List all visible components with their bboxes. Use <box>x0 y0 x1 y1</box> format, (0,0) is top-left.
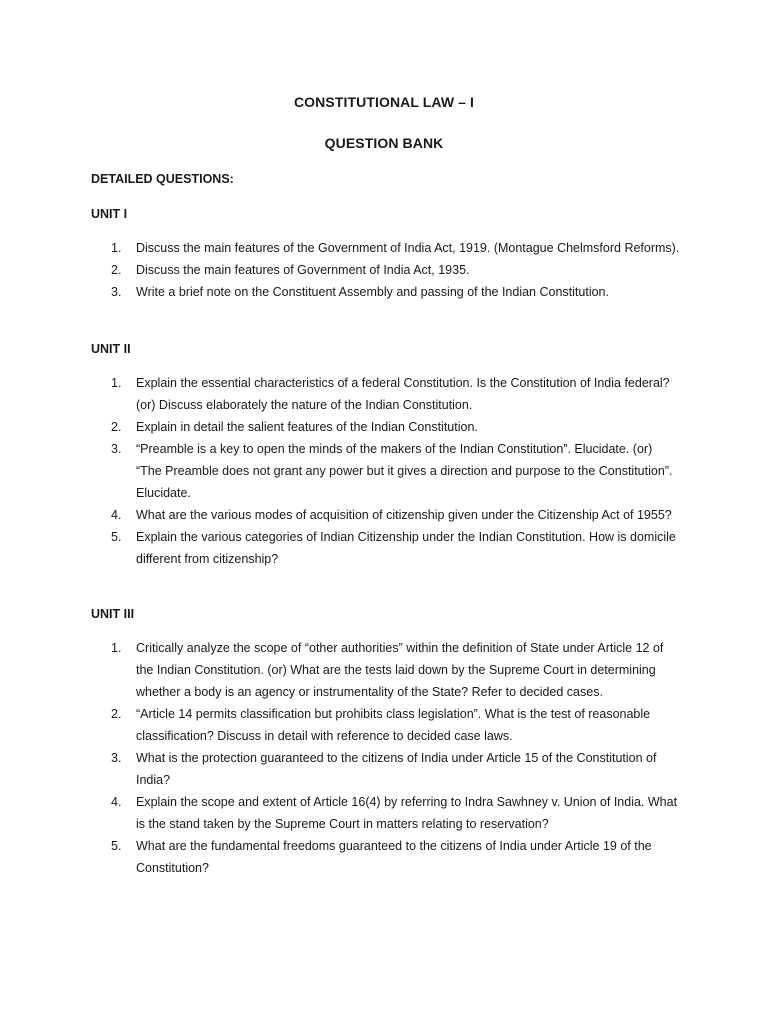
list-item <box>0 526 681 570</box>
list-item <box>0 835 681 879</box>
question-text: Write a brief note on the Constituent Assembly and passing of the Indian Constitution. <box>136 285 609 299</box>
question-number: 2. <box>111 420 122 434</box>
question-text: What is the protection guaranteed to the citizens of India under Article 15 of the Constitution of India? <box>136 751 657 787</box>
question-text: Explain the various categories of Indian Citizenship under the Indian Constitution. How is domicile different from citizenship? <box>136 530 676 566</box>
list-item <box>0 637 681 703</box>
list-item <box>0 259 681 281</box>
question-number: 5. <box>111 530 122 544</box>
question-text: What are the various modes of acquisition of citizenship given under the Citizenship Act of 1955? <box>136 508 672 522</box>
question-number: 4. <box>111 795 122 809</box>
question-text: What are the fundamental freedoms guaranteed to the citizens of India under Article 19 of the Constitution? <box>136 839 652 875</box>
question-number: 2. <box>111 707 122 721</box>
list-item <box>0 703 681 747</box>
list-item <box>0 372 681 416</box>
question-number: 3. <box>111 751 122 765</box>
question-list <box>0 372 768 570</box>
question-text: Explain in detail the salient features of the Indian Constitution. <box>136 420 478 434</box>
question-number: 2. <box>111 263 122 277</box>
question-number: 3. <box>111 285 122 299</box>
list-item <box>0 747 681 791</box>
question-text: Explain the scope and extent of Article 16(4) by referring to Indra Sawhney v. Union of India. What is the stand taken by the Supreme Court in matters relating to reservation? <box>136 795 678 831</box>
question-text: “Article 14 permits classification but prohibits class legislation”. What is the test of reasonable classification? Discuss in detail with reference to decided case laws. <box>136 707 651 743</box>
question-number: 4. <box>111 508 122 522</box>
question-text: Discuss the main features of Government of India Act, 1935. <box>136 263 470 277</box>
question-text: Discuss the main features of the Government of India Act, 1919. (Montague Chelmsford Reforms). <box>136 241 680 255</box>
question-number: 1. <box>111 241 122 255</box>
question-list <box>0 637 768 879</box>
question-list <box>0 237 768 303</box>
unit-heading: UNIT I <box>91 207 128 221</box>
list-item <box>0 791 681 835</box>
question-text: “Preamble is a key to open the minds of the makers of the Indian Constitution”. Elucidate. (or) “The Preamble does not grant any power but it gives a direction and purpose to the Constitution”. Elucidate. <box>136 442 673 500</box>
question-number: 5. <box>111 839 122 853</box>
list-item <box>0 281 681 303</box>
question-text: Explain the essential characteristics of a federal Constitution. Is the Constitution of India federal? (or) Discuss elaborately the nature of the Indian Constitution. <box>136 376 670 412</box>
list-item <box>0 416 681 438</box>
question-number: 1. <box>111 641 122 655</box>
question-number: 3. <box>111 442 122 456</box>
section-heading: DETAILED QUESTIONS: <box>91 172 234 186</box>
unit-heading: UNIT III <box>91 607 135 621</box>
question-number: 1. <box>111 376 122 390</box>
unit-heading: UNIT II <box>91 342 131 356</box>
question-text: Critically analyze the scope of “other authorities” within the definition of State under Article 12 of the Indian Constitution. (or) What are the tests laid down by the Supreme Court in determining whether a body is an agency or instrumentality of the State? Refer to decided cases. <box>136 641 664 699</box>
list-item <box>0 237 681 259</box>
document-title: CONSTITUTIONAL LAW – I <box>293 94 475 110</box>
list-item <box>0 504 681 526</box>
document-subtitle: QUESTION BANK <box>324 135 444 151</box>
list-item <box>0 438 681 504</box>
